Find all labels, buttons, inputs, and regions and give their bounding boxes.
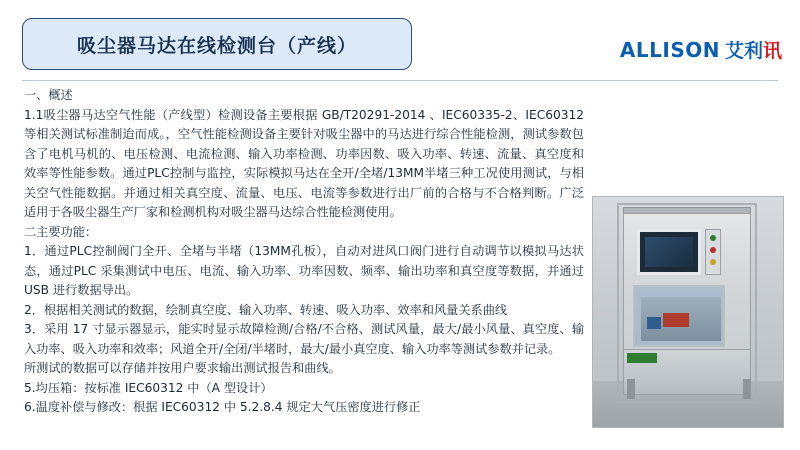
- photo-monitor: [637, 229, 701, 275]
- section-1-paragraph: 1.1吸尘器马达空气性能（产线型）检测设备主要根据 GB/T20291-2014 、IEC60335-2、IEC60312 等相关测试标准制迨而成。，空气性能检测设备主要针对吸尘器中的马达进行综合性能检测，测试参数包含了电机马机的、电压检测、电流检测、输入功率检测、功率因数、吸入功率、转速、流量、真空度和效率等性能参数。通过PLC控制与监控，实际模拟马达在全开/全堵/13MM半堵三种工况使用测试，与相关空气性能数据。并通过相关真空度、流量、电压、电流等参数进行出厂前的合格与不合格判断。广泛适用于各吸尘器生产厂家和检测机构对吸尘器马达综合性能检测使用。: [24, 107, 584, 219]
- body-content: [24, 86, 584, 418]
- photo-green-label: [627, 353, 657, 363]
- header-divider: [22, 80, 778, 81]
- photo-indicator-red: [710, 247, 716, 253]
- equipment-photo: [592, 196, 784, 428]
- section-1-heading: 一、概述: [24, 88, 73, 102]
- page-title: 吸尘器马达在线检测台（产线）: [76, 34, 357, 57]
- photo-leg-left: [627, 379, 635, 399]
- photo-blue-part: [647, 317, 661, 329]
- feature-item-5: 5.均压箱：按标准 IEC60312 中（A 型设计）: [24, 380, 273, 395]
- feature-item-6: 6.温度补偿与修改：根据 IEC60312 中 5.2.8.4 规定大气压密度进行修正: [24, 400, 421, 414]
- photo-test-window: [633, 285, 725, 347]
- feature-item-2: 2．根据相关测试的数据，绘制真空度、输入功率、转速、吸入功率、效率和风量关系曲线: [24, 302, 508, 317]
- feature-item-1: 1．通过PLC控制阀门全开、全堵与半堵（13MM孔板），自动对进风口阀门进行自动调节以模拟马达状态，通过PLC 采集测试中电压、电流、输入功率、功率因数、频率、输出功率和真空度等数据，并通过 USB 进行数据导出。: [24, 244, 584, 297]
- photo-leg-right: [743, 379, 751, 399]
- feature-item-4: 所测试的数据可以存储并按用户要求输出测试报告和曲线。: [24, 361, 341, 375]
- logo-cn-part2: 讯: [762, 40, 782, 62]
- photo-indicator-green: [710, 235, 716, 241]
- logo-cn-text: [725, 36, 782, 63]
- logo-en-text: ALLISON: [619, 37, 720, 62]
- photo-motor-part: [663, 313, 689, 327]
- section-2-heading: 二主要功能：: [24, 224, 98, 239]
- photo-inner-fixture: [641, 297, 721, 341]
- photo-indicator-yellow: [710, 259, 716, 265]
- feature-item-3: 3．采用 17 寸显示器显示，能实时显示故障检测/合格/不合格、测试风量，最大/最小风量、真空度、输入功率、吸入功率和效率；风道全开/全闭/半堵时，最大/最小真空度、输入功率等测试参数并记录。: [24, 322, 584, 356]
- logo-cn-part1: 艾利: [724, 40, 763, 62]
- brand-logo: [620, 36, 782, 63]
- photo-monitor-display: [645, 237, 693, 267]
- page-title-box: [22, 18, 412, 70]
